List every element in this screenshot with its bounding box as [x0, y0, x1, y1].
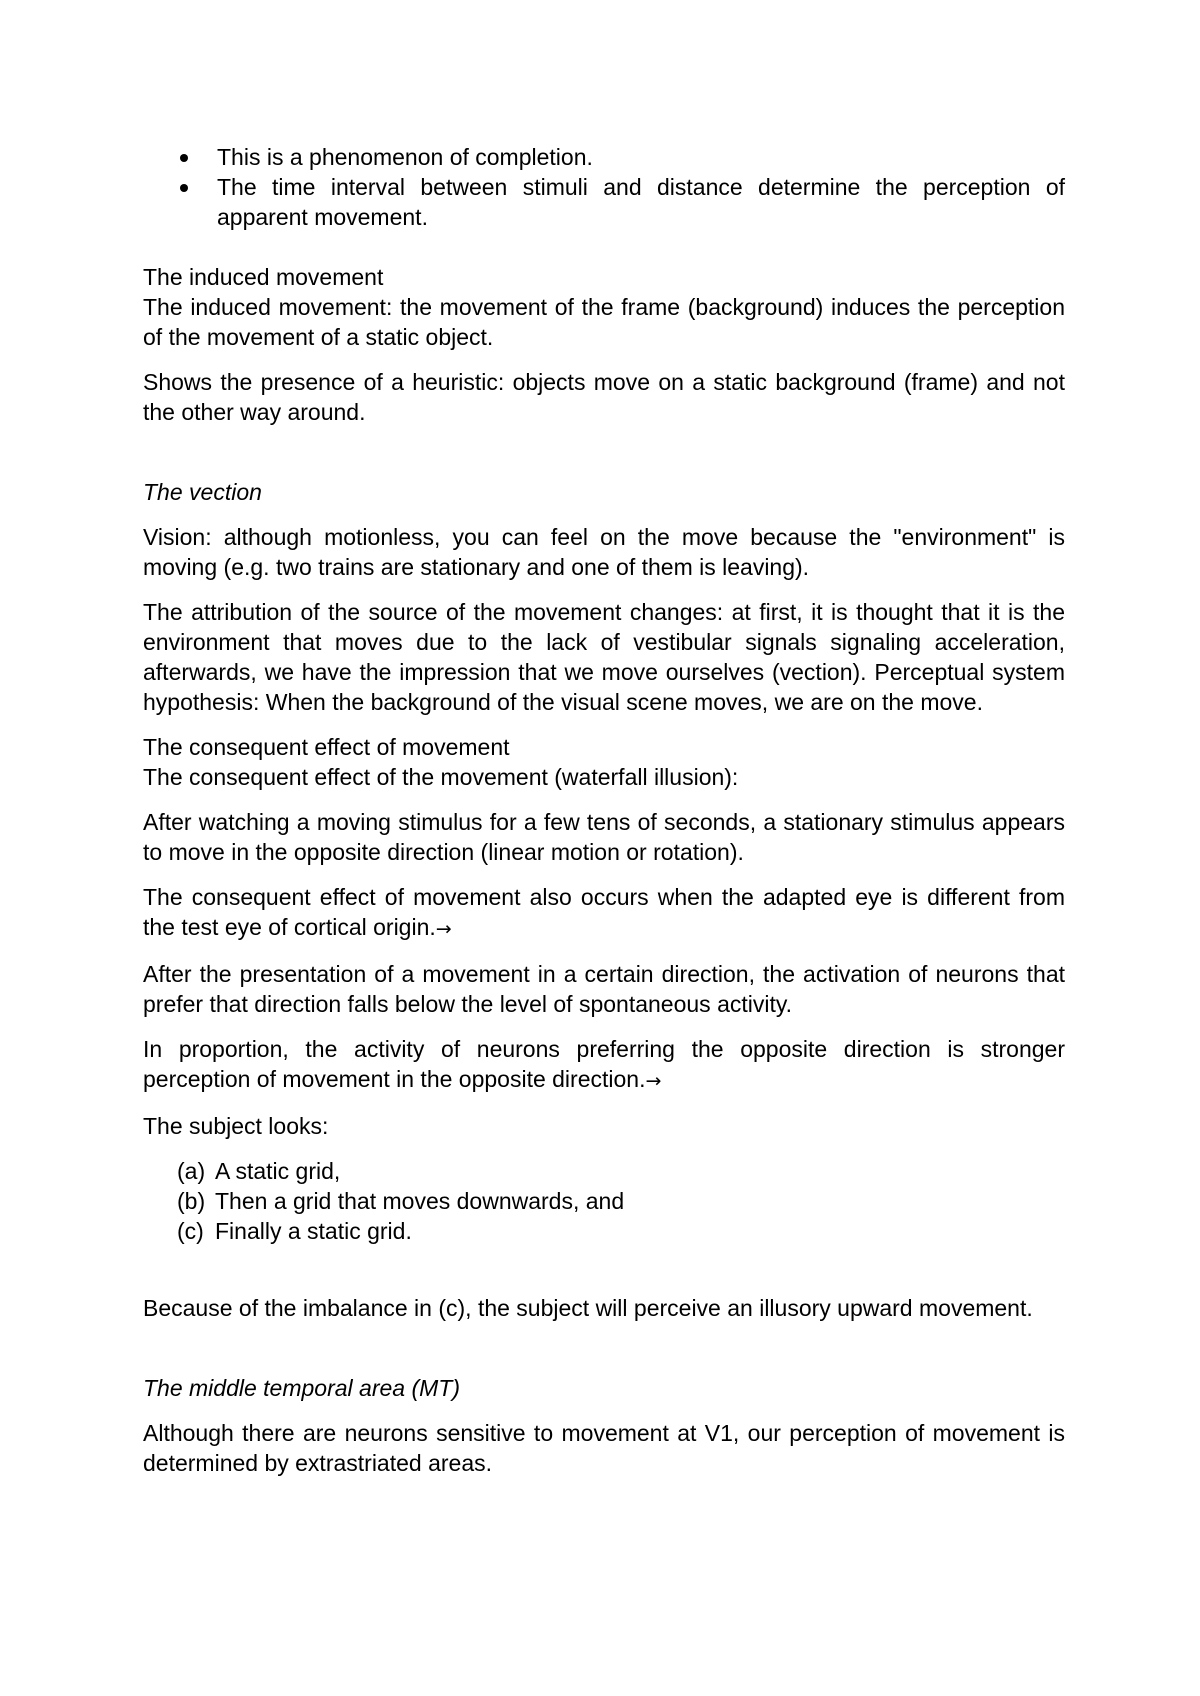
consequent-paragraph-2-text: The consequent effect of movement also occurs when the adapted eye is different from the test eye of cortical origin. — [143, 884, 1065, 940]
consequent-paragraph-2 — [143, 882, 1065, 944]
bullet-text: This is a phenomenon of completion. — [217, 144, 593, 170]
document-page — [143, 142, 1065, 1478]
consequent-paragraph-6: Because of the imbalance in (c), the subject will perceive an illusory upward movement. — [143, 1295, 1033, 1321]
bullet-item — [143, 172, 1065, 232]
list-item — [143, 1216, 1065, 1246]
consequent-subheading: The consequent effect of the movement (waterfall illusion): — [143, 764, 739, 790]
vection-heading: The vection — [143, 479, 262, 505]
consequent-paragraph-4-text: In proportion, the activity of neurons preferring the opposite direction is stronger perception of movement in the opposite direction. — [143, 1036, 1065, 1092]
consequent-paragraph-5: The subject looks: — [143, 1113, 329, 1139]
consequent-heading: The consequent effect of movement — [143, 734, 510, 760]
bullet-dot-icon — [180, 184, 188, 192]
consequent-paragraph-3: After the presentation of a movement in a certain direction, the activation of neurons that prefer that direction falls below the level of spontaneous activity. — [143, 961, 1065, 1017]
vection-paragraph-1: Vision: although motionless, you can feel on the move because the "environment" is moving (e.g. two trains are stationary and one of them is leaving). — [143, 524, 1065, 580]
bullet-dot-icon — [180, 154, 188, 162]
consequent-paragraph-4 — [143, 1034, 1065, 1096]
list-item-text: A static grid, — [215, 1158, 341, 1184]
consequent-paragraph-1: After watching a moving stimulus for a few tens of seconds, a stationary stimulus appears to move in the opposite direction (linear motion or rotation). — [143, 809, 1065, 865]
arrow-right-icon: → — [645, 1070, 662, 1092]
steps-list — [143, 1156, 1065, 1246]
mt-heading: The middle temporal area (MT) — [143, 1375, 460, 1401]
list-item-text: Then a grid that moves downwards, and — [215, 1188, 625, 1214]
list-marker: (a) — [177, 1158, 206, 1184]
bullet-item — [143, 142, 1065, 172]
list-marker: (c) — [177, 1218, 204, 1244]
induced-heading: The induced movement — [143, 264, 384, 290]
list-item — [143, 1186, 1065, 1216]
induced-paragraph-2: Shows the presence of a heuristic: objects move on a static background (frame) and not the other way around. — [143, 369, 1065, 425]
bullet-list — [143, 142, 1065, 232]
mt-paragraph-1: Although there are neurons sensitive to movement at V1, our perception of movement is determined by extrastriated areas. — [143, 1420, 1065, 1476]
list-marker: (b) — [177, 1188, 206, 1214]
bullet-text: The time interval between stimuli and distance determine the perception of apparent movement. — [217, 174, 1065, 230]
induced-paragraph-1: The induced movement: the movement of the frame (background) induces the perception of the movement of a static object. — [143, 294, 1065, 350]
list-item-text: Finally a static grid. — [215, 1218, 412, 1244]
vection-paragraph-2: The attribution of the source of the movement changes: at first, it is thought that it is the environment that moves due to the lack of vestibular signals signaling acceleration, afterwards, we have the impression that we move ourselves (vection). Perceptual system hypothesis: When the background of the visual scene moves, we are on the move. — [143, 599, 1065, 715]
arrow-right-icon: → — [435, 918, 452, 940]
list-item — [143, 1156, 1065, 1186]
